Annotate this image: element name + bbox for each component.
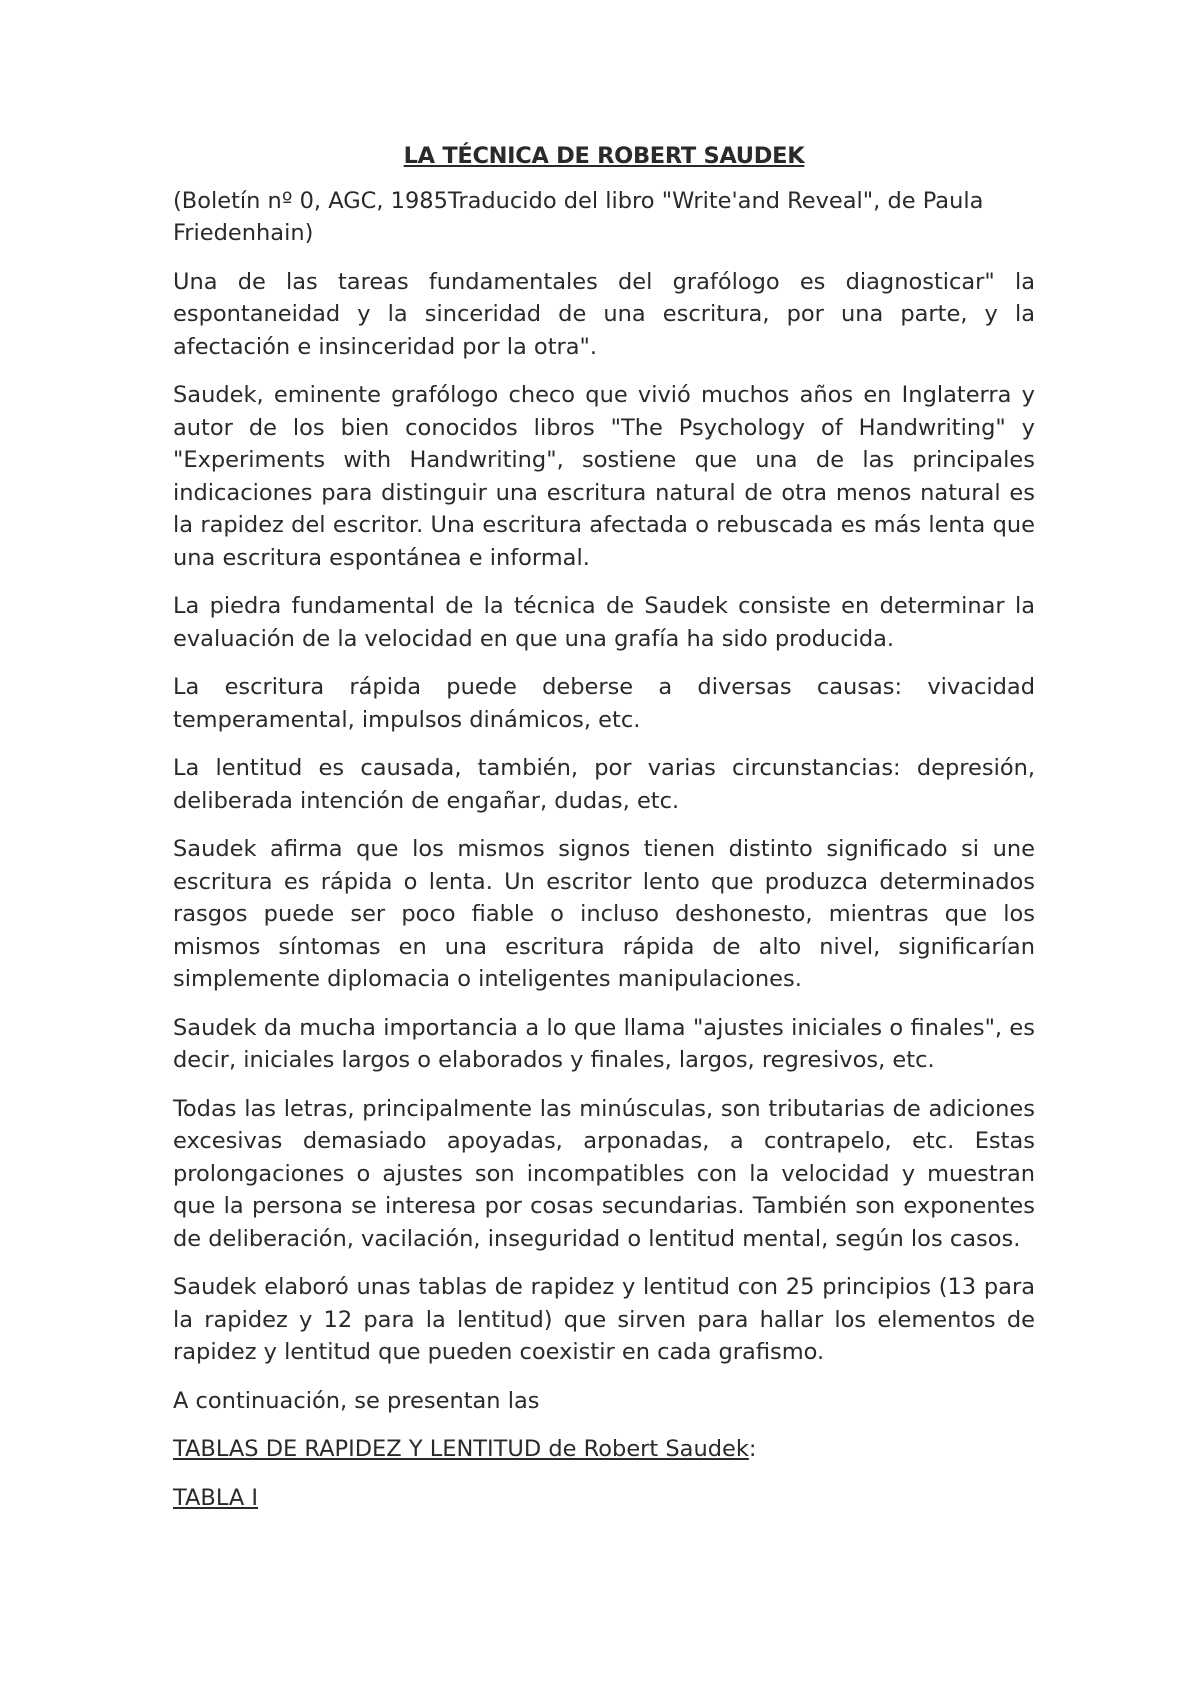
paragraph-continuation: A continuación, se presentan las — [173, 1387, 540, 1414]
paragraph-technique: La piedra fundamental de la técnica de Saudek consiste en determinar la evaluación de la velocidad en que una grafía ha sido producida. — [173, 593, 1035, 652]
paragraph-signs-meaning: Saudek afirma que los mismos signos tienen distinto significado si une escritura es rápida o lenta. Un escritor lento que produzca determinados rasgos puede ser poco fiable o incluso deshonesto, mientras que los mismos síntomas en una escritura rápida de alto nivel, significarían simplemente diplomacia o inteligentes manipulaciones. — [173, 836, 1035, 992]
paragraph-intro: Una de las tareas fundamentales del grafólogo es diagnosticar" la espontaneidad y la sinceridad de una escritura, por una parte, y la afectación e insinceridad por la otra". — [173, 268, 1035, 360]
document-body — [173, 140, 1035, 1530]
table-label: TABLA I — [173, 1484, 259, 1511]
tables-heading-colon: : — [748, 1436, 757, 1462]
paragraph-saudek-bio: Saudek, eminente grafólogo checo que vivió muchos años en Inglaterra y autor de los bien conocidos libros "The Psychology of Handwriting" y "Experiments with Handwriting", sostiene que una de las principales indicaciones para distinguir una escritura natural de otra menos natural es la rapidez del escritor. Una escritura afectada o rebuscada es más lenta que una escritura espontánea e informal. — [173, 382, 1035, 571]
paragraph-tables-intro: Saudek elaboró unas tablas de rapidez y lentitud con 25 principios (13 para la rapidez y 12 para la lentitud) que sirven para hallar los elementos de rapidez y lentitud que pueden coexistir en cada grafismo. — [173, 1274, 1035, 1365]
paragraph-slowness: La lentitud es causada, también, por varias circunstancias: depresión, deliberada intención de engañar, dudas, etc. — [173, 755, 1035, 814]
table-label-line — [173, 1482, 1035, 1515]
tables-heading: TABLAS DE RAPIDEZ Y LENTITUD de Robert Saudek — [173, 1436, 749, 1462]
source-note: (Boletín nº 0, AGC, 1985Traducido del libro "Write'and Reveal", de Paula Friedenhain) — [173, 187, 984, 246]
document-title: LA TÉCNICA DE ROBERT SAUDEK — [403, 143, 805, 169]
paragraph-adjustments: Saudek da mucha importancia a lo que llama "ajustes iniciales o finales", es decir, iniciales largos o elaborados y finales, largos, regresivos, etc. — [173, 1014, 1035, 1073]
paragraph-fast-writing: La escritura rápida puede deberse a diversas causas: vivacidad temperamental, impulsos dinámicos, etc. — [173, 674, 1035, 733]
paragraph-letters: Todas las letras, principalmente las minúsculas, son tributarias de adiciones excesivas demasiado apoyadas, arponadas, a contrapelo, etc. Estas prolongaciones o ajustes son incompatibles con la velocidad y muestran que la persona se interesa por cosas secundarias. También son exponentes de deliberación, vacilación, inseguridad o lentitud mental, según los casos. — [173, 1095, 1035, 1252]
tables-heading-line — [173, 1433, 1035, 1466]
